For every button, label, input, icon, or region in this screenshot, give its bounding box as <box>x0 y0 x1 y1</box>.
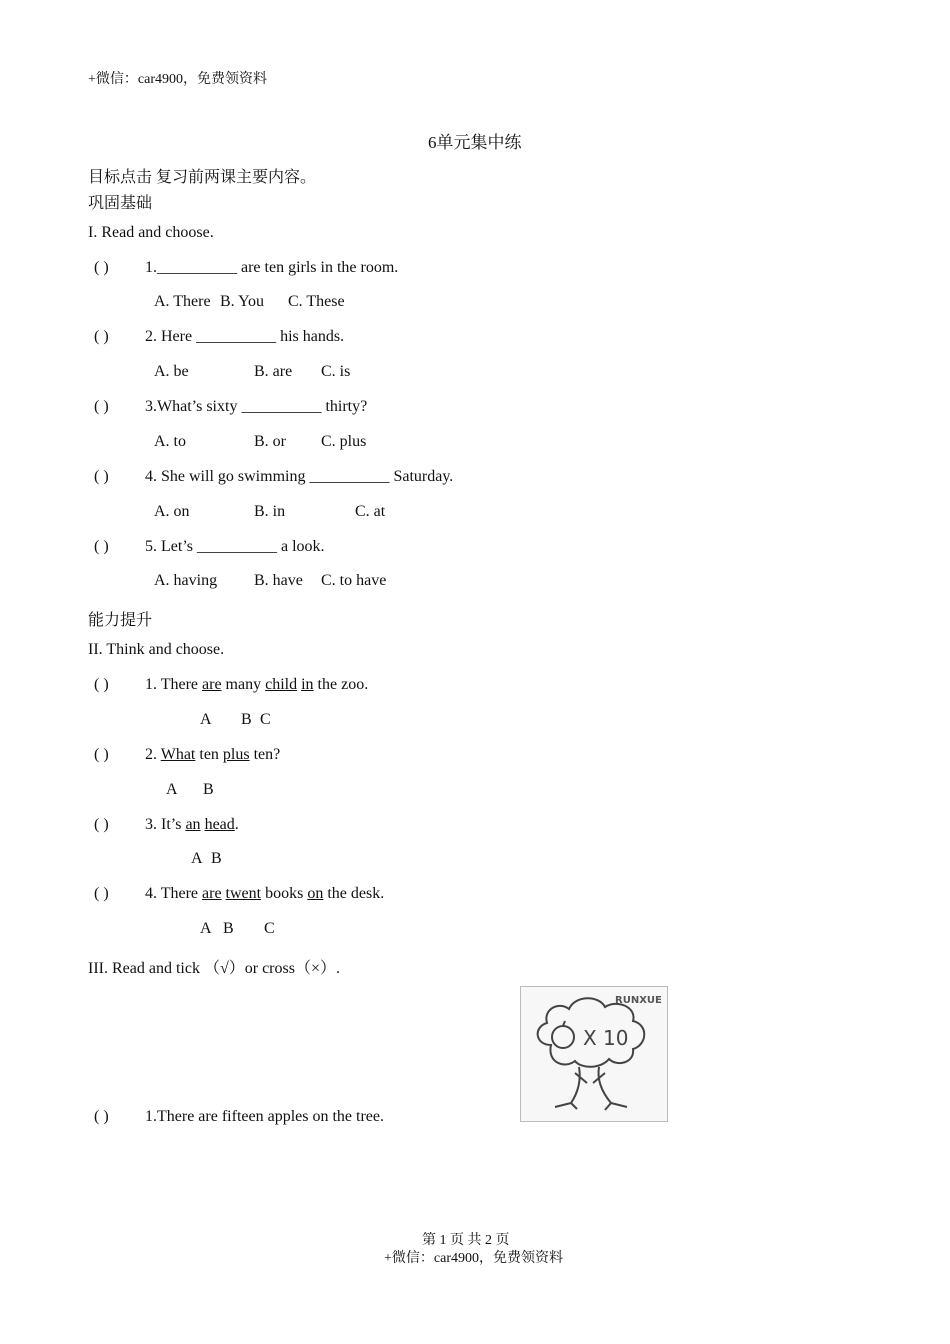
answer-bracket[interactable]: ( ) <box>94 676 109 693</box>
question-stem: 3.What’s sixty __________ thirty? <box>145 398 368 415</box>
stem-text: the desk. <box>323 885 385 902</box>
letter-a: A <box>200 920 212 937</box>
tree-illustration <box>521 987 667 1121</box>
underlined-word-a: What <box>160 746 196 763</box>
stem-text: the zoo. <box>313 676 369 693</box>
section-basic-heading: 巩固基础 <box>88 195 153 212</box>
stem-text: 1. There <box>145 676 203 693</box>
brand-logo: RUNXUE <box>615 995 662 1006</box>
underlined-word-a: an <box>185 816 201 833</box>
section-ability-heading: 能力提升 <box>88 612 153 629</box>
option-c: C. is <box>321 363 351 380</box>
option-c: C. to have <box>321 572 387 589</box>
letter-b: B <box>211 850 222 867</box>
question-stem <box>145 816 239 834</box>
part1-heading: I. Read and choose. <box>88 224 214 241</box>
tree-picture <box>520 986 668 1122</box>
stem-text: 3. It’s <box>145 816 186 833</box>
part2-heading: II. Think and choose. <box>88 641 225 658</box>
option-a: A. be <box>154 363 189 380</box>
stem-text: ten <box>195 746 223 763</box>
stem-text: 2. <box>145 746 161 763</box>
tree-trunk-shape <box>555 1067 627 1110</box>
question-stem: 2. Here __________ his hands. <box>145 328 345 345</box>
option-a: A. to <box>154 433 186 450</box>
option-c: C. plus <box>321 433 367 450</box>
page-number: 第 1 页 共 2 页 <box>422 1233 510 1248</box>
underlined-word-a: are <box>202 885 222 902</box>
question-stem: 1.There are fifteen apples on the tree. <box>145 1108 384 1125</box>
option-a: A. on <box>154 503 190 520</box>
option-b: B. are <box>254 363 293 380</box>
underlined-word-a: are <box>202 676 222 693</box>
underlined-word-b: plus <box>222 746 250 763</box>
answer-bracket[interactable]: ( ) <box>94 1108 109 1125</box>
part3-heading: III. Read and tick （√）or cross（×）. <box>88 960 340 977</box>
page-title: 6单元集中练 <box>428 133 522 152</box>
answer-bracket[interactable]: ( ) <box>94 816 109 833</box>
option-c: C. at <box>355 503 386 520</box>
apple-count-label: X 10 <box>583 1026 629 1050</box>
answer-bracket[interactable]: ( ) <box>94 538 109 555</box>
letter-a: A <box>200 711 212 728</box>
option-c: C. These <box>288 293 345 310</box>
letter-b: B <box>203 781 214 798</box>
answer-bracket[interactable]: ( ) <box>94 328 109 345</box>
option-a: A. having <box>154 572 218 589</box>
apple-icon <box>552 1026 574 1048</box>
goal-line: 目标点击 复习前两课主要内容。 <box>88 169 317 186</box>
option-a: A. There <box>154 293 211 310</box>
answer-bracket[interactable]: ( ) <box>94 259 109 276</box>
underlined-word-c: in <box>301 676 314 693</box>
underlined-word-b: head <box>204 816 235 833</box>
footer-note: +微信：car4900，免费领资料 <box>384 1251 563 1266</box>
question-stem <box>145 676 368 694</box>
option-b: B. in <box>254 503 286 520</box>
stem-text: 4. There <box>145 885 203 902</box>
answer-bracket[interactable]: ( ) <box>94 398 109 415</box>
letter-a: A <box>166 781 178 798</box>
underlined-word-b: child <box>265 676 298 693</box>
letter-b: B <box>241 711 252 728</box>
question-stem <box>145 746 280 764</box>
question-stem: 5. Let’s __________ a look. <box>145 538 325 555</box>
letter-c: C <box>260 711 271 728</box>
stem-text: ten? <box>249 746 281 763</box>
stem-text: books <box>261 885 308 902</box>
underlined-word-c: on <box>307 885 324 902</box>
letter-b: B <box>223 920 234 937</box>
header-note: +微信：car4900，免费领资料 <box>88 72 267 87</box>
question-stem: 4. She will go swimming __________ Saturday. <box>145 468 454 485</box>
underlined-word-b: twent <box>225 885 262 902</box>
stem-text: . <box>234 816 239 833</box>
option-b: B. or <box>254 433 286 450</box>
option-b: B. You <box>220 293 265 310</box>
question-stem: 1.__________ are ten girls in the room. <box>145 259 399 276</box>
stem-text: many <box>221 676 266 693</box>
answer-bracket[interactable]: ( ) <box>94 468 109 485</box>
answer-bracket[interactable]: ( ) <box>94 885 109 902</box>
option-b: B. have <box>254 572 303 589</box>
letter-c: C <box>264 920 275 937</box>
answer-bracket[interactable]: ( ) <box>94 746 109 763</box>
question-stem <box>145 885 384 903</box>
letter-a: A <box>191 850 203 867</box>
